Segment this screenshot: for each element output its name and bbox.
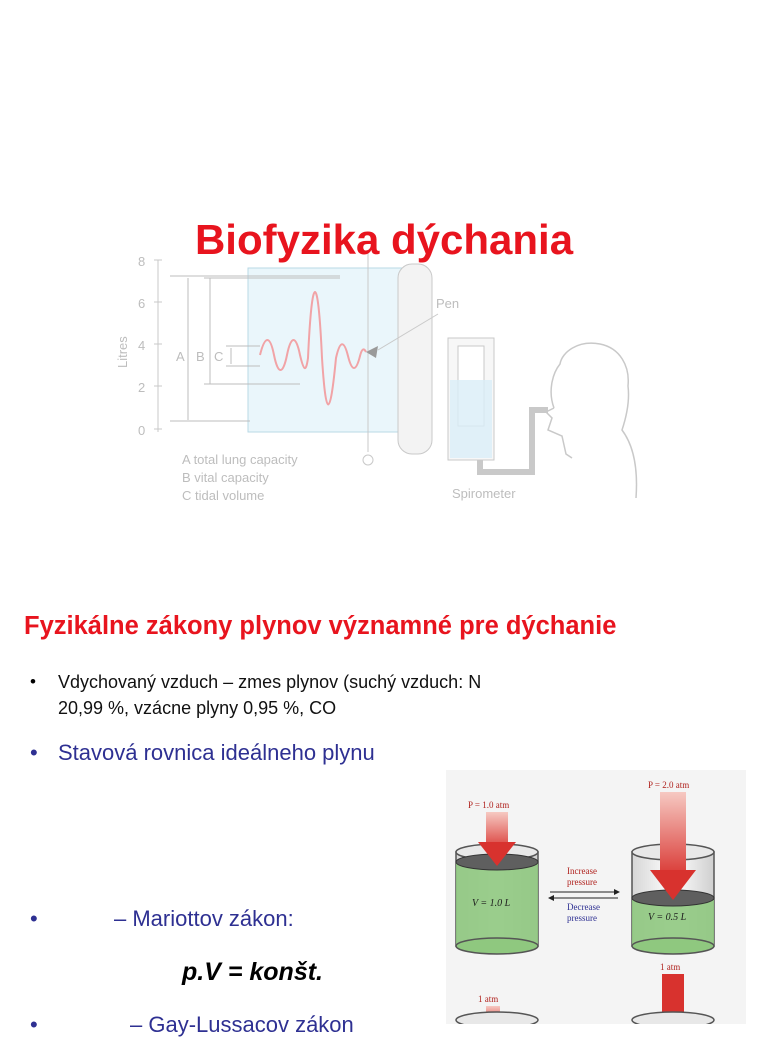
- bullet-air-composition-line2: 20,99 %, vzácne plyny 0,95 %, CO: [58, 698, 337, 718]
- bullet-marker: •: [30, 906, 38, 931]
- bullet-marker: •: [30, 740, 38, 765]
- bracket-c: C: [214, 349, 224, 364]
- increase-pressure-label-1: Increase: [567, 866, 597, 876]
- decrease-pressure-label-2: pressure: [567, 913, 597, 923]
- atm-label-right: 1 atm: [660, 962, 681, 972]
- bullet-marker: •: [30, 672, 36, 691]
- decrease-pressure-label-1: Decrease: [567, 902, 600, 912]
- y-axis-label: Litres: [115, 336, 130, 368]
- device-label: Spirometer: [452, 486, 516, 501]
- bullet-air-composition-line1: Vdychovaný vzduch – zmes plynov (suchý vzduch: N: [58, 672, 482, 692]
- pressure-2atm-label: P = 2.0 atm: [648, 780, 690, 790]
- y-tick-8: 8: [138, 254, 146, 269]
- boyle-law-figure: [446, 770, 746, 1024]
- legend-c: C tidal volume: [182, 488, 265, 503]
- y-tick-0: 0: [138, 423, 146, 438]
- y-tick-2: 2: [138, 380, 146, 395]
- slide-title: Biofyzika dýchania: [194, 216, 574, 263]
- increase-pressure-label-2: pressure: [567, 877, 597, 887]
- bullet-gay-lussac: – Gay-Lussacov zákon: [130, 1012, 354, 1037]
- volume-1l-label: V = 1.0 L: [472, 898, 511, 909]
- pressure-1atm-label: P = 1.0 atm: [468, 800, 510, 810]
- bracket-b: B: [196, 349, 205, 364]
- bullet-mariotte-law: – Mariottov zákon:: [114, 906, 294, 931]
- bracket-a: A: [176, 349, 185, 364]
- volume-05l-label: V = 0.5 L: [648, 912, 687, 923]
- bullet-ideal-gas: Stavová rovnica ideálneho plynu: [58, 740, 375, 765]
- legend-b: B vital capacity: [182, 470, 269, 485]
- atm-label-left: 1 atm: [478, 994, 499, 1004]
- bullet-marker: •: [30, 1012, 38, 1037]
- y-tick-6: 6: [138, 296, 146, 311]
- spirometer-diagram: [100, 240, 660, 510]
- boyle-formula: p.V = konšt.: [182, 958, 324, 986]
- pen-label: Pen: [436, 296, 460, 311]
- section-heading: Fyzikálne zákony plynov významné pre dýchanie: [24, 612, 617, 640]
- y-tick-4: 4: [138, 338, 146, 353]
- legend-a: A total lung capacity: [182, 452, 298, 467]
